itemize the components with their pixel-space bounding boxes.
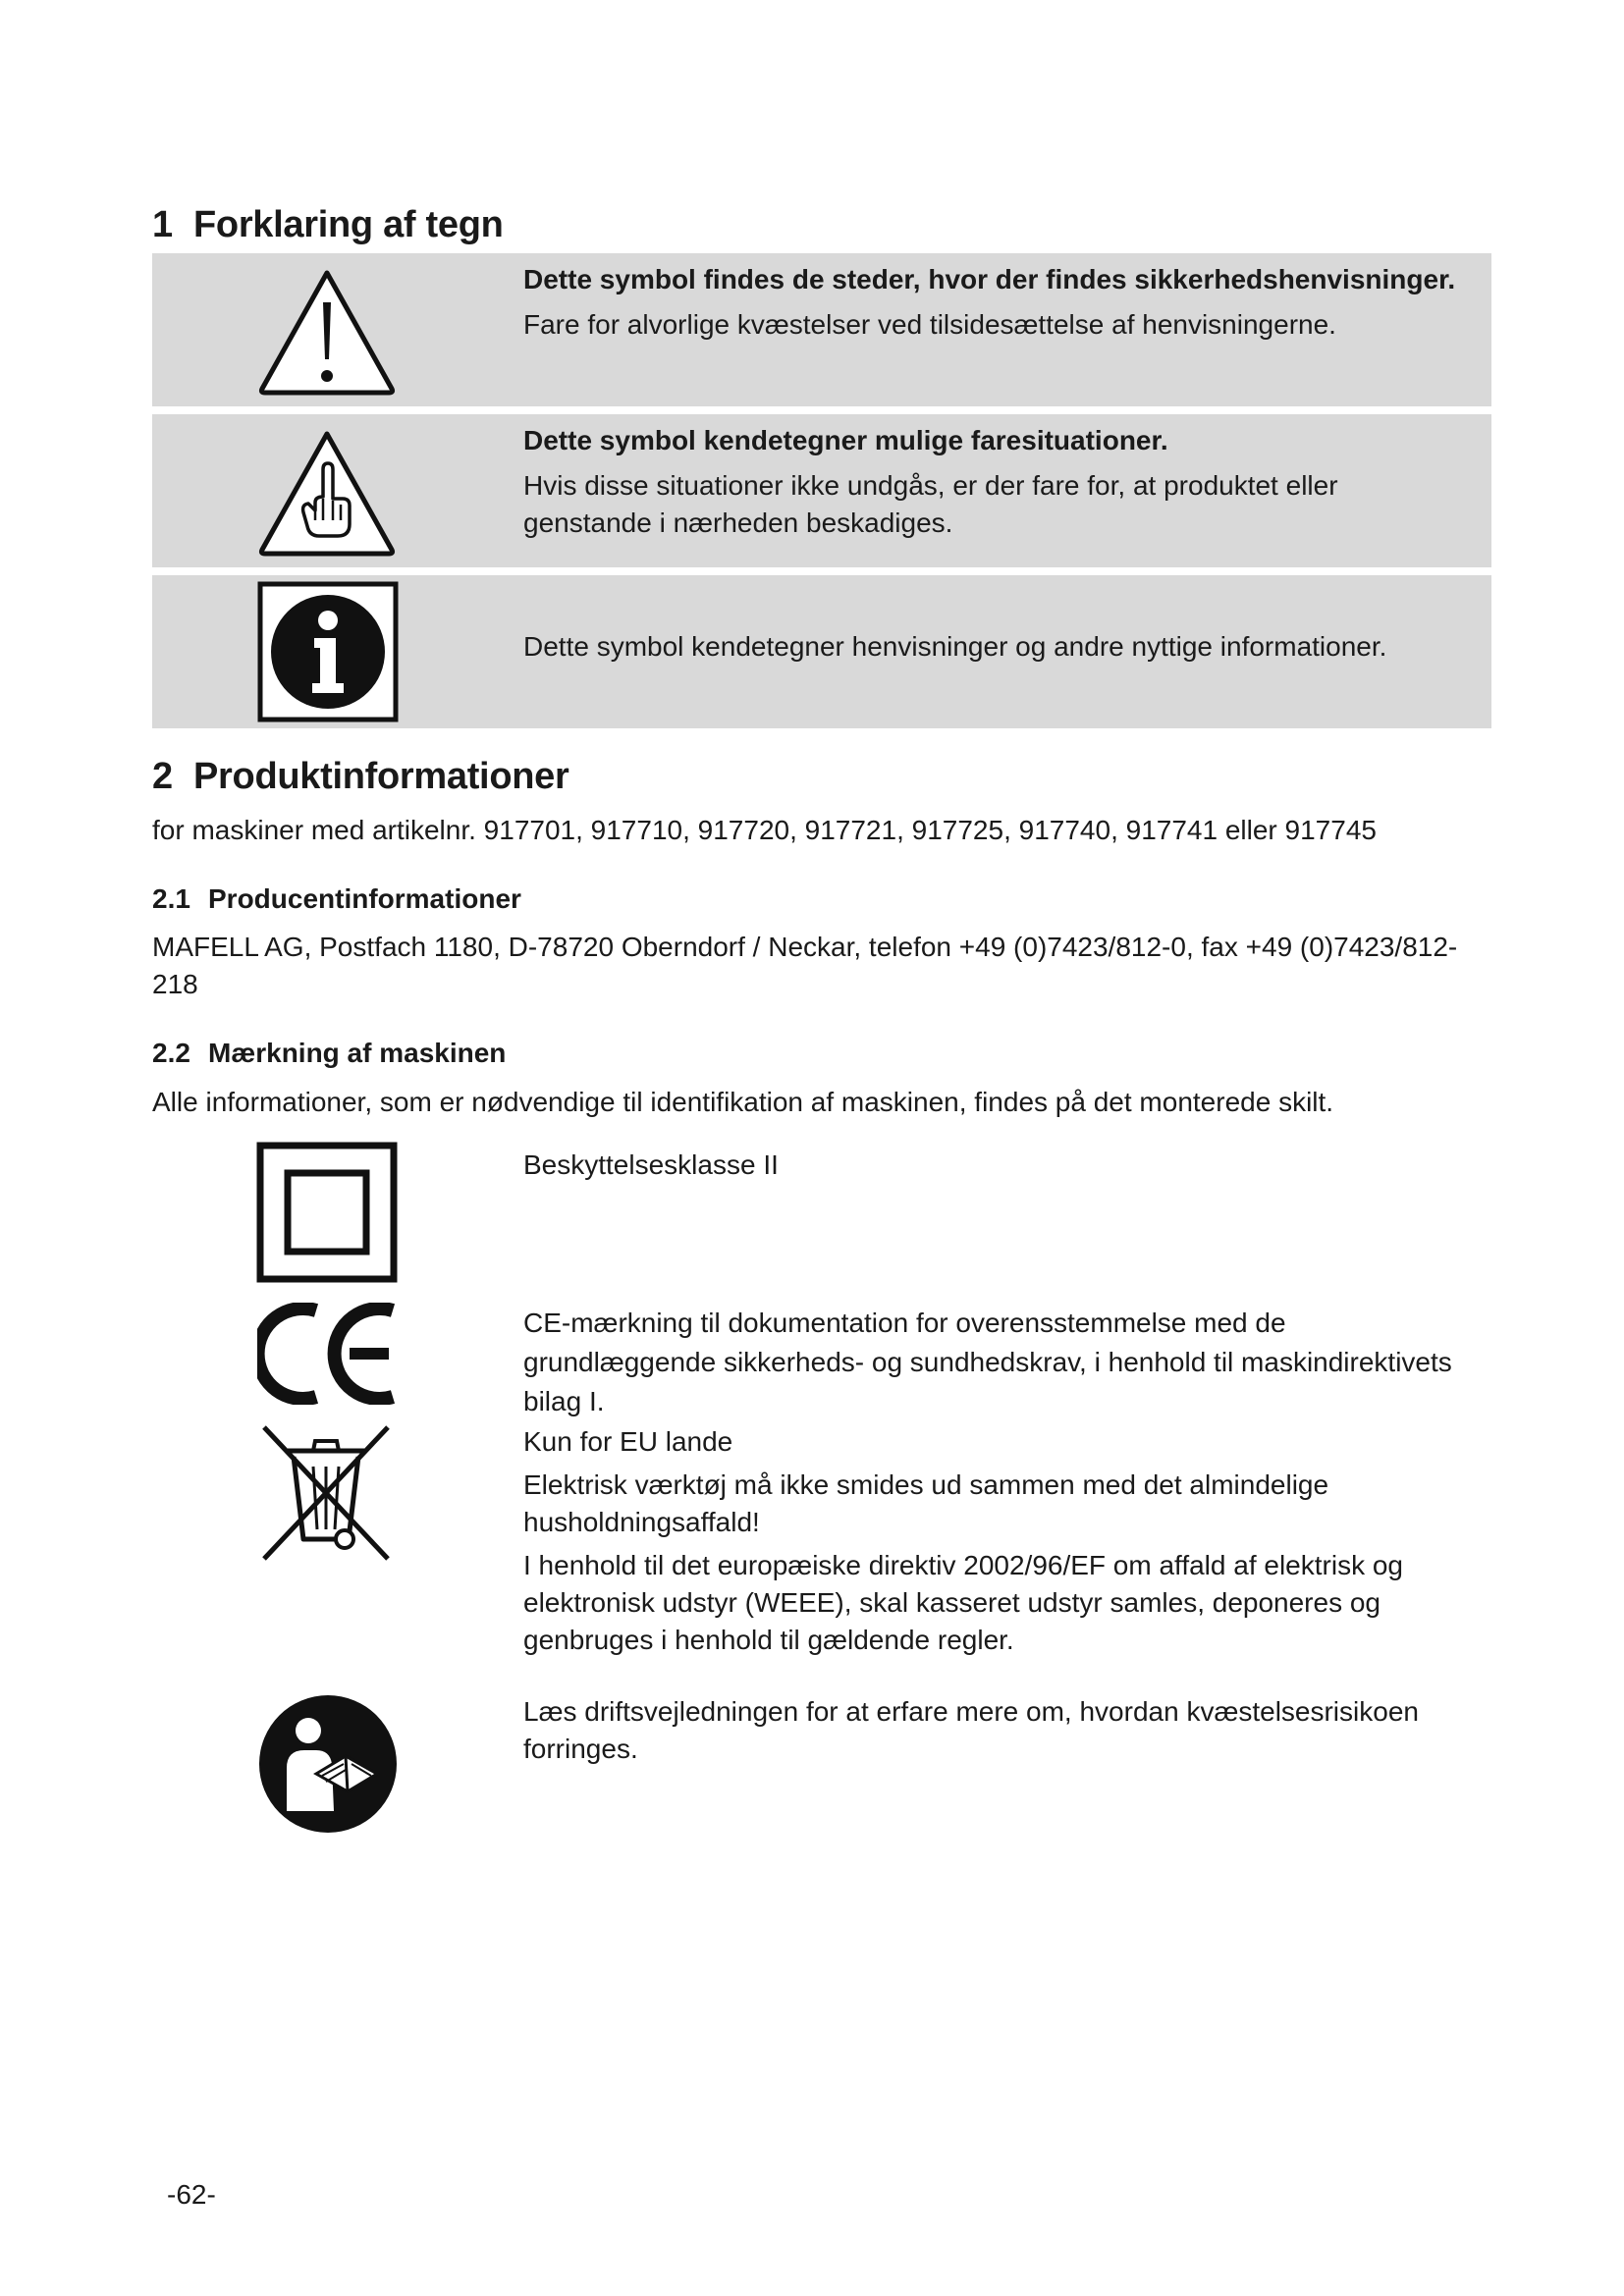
section-title: Forklaring af tegn bbox=[193, 204, 504, 245]
item-line: I henhold til det europæiske direktiv 2002/96/EF om affald af elektrisk og elektronisk udstyr (WEEE), skal kasseret udstyr samles, deponeres og genbruges i henhold til gældende regler. bbox=[523, 1550, 1403, 1655]
subsection-title: Mærkning af maskinen bbox=[208, 1038, 507, 1068]
item-line: Elektrisk værktøj må ikke smides ud sammen med det almindelige husholdningsaffald! bbox=[523, 1469, 1329, 1537]
item-line: CE-mærkning til dokumentation for overensstemmelse med de grundlæggende sikkerheds- og sundhedskrav, i henhold til maskindirektivets bilag I. bbox=[523, 1308, 1452, 1416]
symbol-row-caution bbox=[152, 414, 1491, 567]
read-manual-icon bbox=[257, 1693, 399, 1835]
page-number: -62- bbox=[167, 2179, 216, 2210]
item-line: Beskyttelsesklasse II bbox=[523, 1149, 779, 1180]
protection-class-ii-icon bbox=[256, 1142, 398, 1283]
row-text: Dette symbol kendetegner henvisninger og andre nyttige informationer. bbox=[523, 631, 1387, 662]
item-line: Kun for EU lande bbox=[523, 1426, 733, 1457]
protection-class-text bbox=[523, 1147, 1486, 1184]
row-heading: Dette symbol findes de steder, hvor der findes sikkerhedshenvisninger. bbox=[523, 264, 1456, 294]
caution-hand-icon bbox=[254, 426, 400, 560]
identification-text: Alle informationer, som er nødvendige til identifikation af maskinen, findes på det monterede skilt. bbox=[152, 1087, 1334, 1117]
info-icon bbox=[257, 581, 399, 722]
item-line: Læs driftsvejledningen for at erfare mere om, hvordan kvæstelsesrisikoen forringes. bbox=[523, 1696, 1419, 1764]
section-title: Produktinformationer bbox=[193, 756, 569, 797]
manufacturer-info: MAFELL AG, Postfach 1180, D-78720 Oberndorf / Neckar, telefon +49 (0)7423/812-0, fax +49 (0)7423/812-218 bbox=[152, 932, 1458, 999]
weee-text bbox=[523, 1423, 1486, 1659]
subsection-2-2-heading bbox=[152, 1038, 506, 1069]
ce-text bbox=[523, 1304, 1486, 1421]
row-heading: Dette symbol kendetegner mulige faresituationer. bbox=[523, 425, 1168, 455]
symbol-row-warning bbox=[152, 253, 1491, 406]
symbol-row-info bbox=[152, 575, 1491, 728]
warning-exclamation-icon bbox=[254, 265, 400, 399]
subsection-2-1-heading bbox=[152, 883, 521, 915]
crossed-bin-weee-icon bbox=[258, 1423, 394, 1563]
article-numbers: for maskiner med artikelnr. 917701, 917710, 917720, 917721, 917725, 917740, 917741 eller 917745 bbox=[152, 815, 1377, 845]
subsection-title: Producentinformationer bbox=[208, 883, 521, 914]
read-manual-text bbox=[523, 1693, 1486, 1768]
row-text: Hvis disse situationer ikke undgås, er der fare for, at produktet eller genstande i nærheden beskadiges. bbox=[523, 470, 1338, 538]
subsection-number: 2.2 bbox=[152, 1038, 190, 1068]
row-text: Fare for alvorlige kvæstelser ved tilsidesættelse af henvisningerne. bbox=[523, 309, 1336, 340]
section-number: 2 bbox=[152, 756, 173, 797]
section-2-heading bbox=[152, 756, 568, 798]
subsection-number: 2.1 bbox=[152, 883, 190, 914]
section-1-heading bbox=[152, 204, 504, 246]
section-number: 1 bbox=[152, 204, 173, 245]
ce-mark-icon bbox=[257, 1303, 401, 1405]
